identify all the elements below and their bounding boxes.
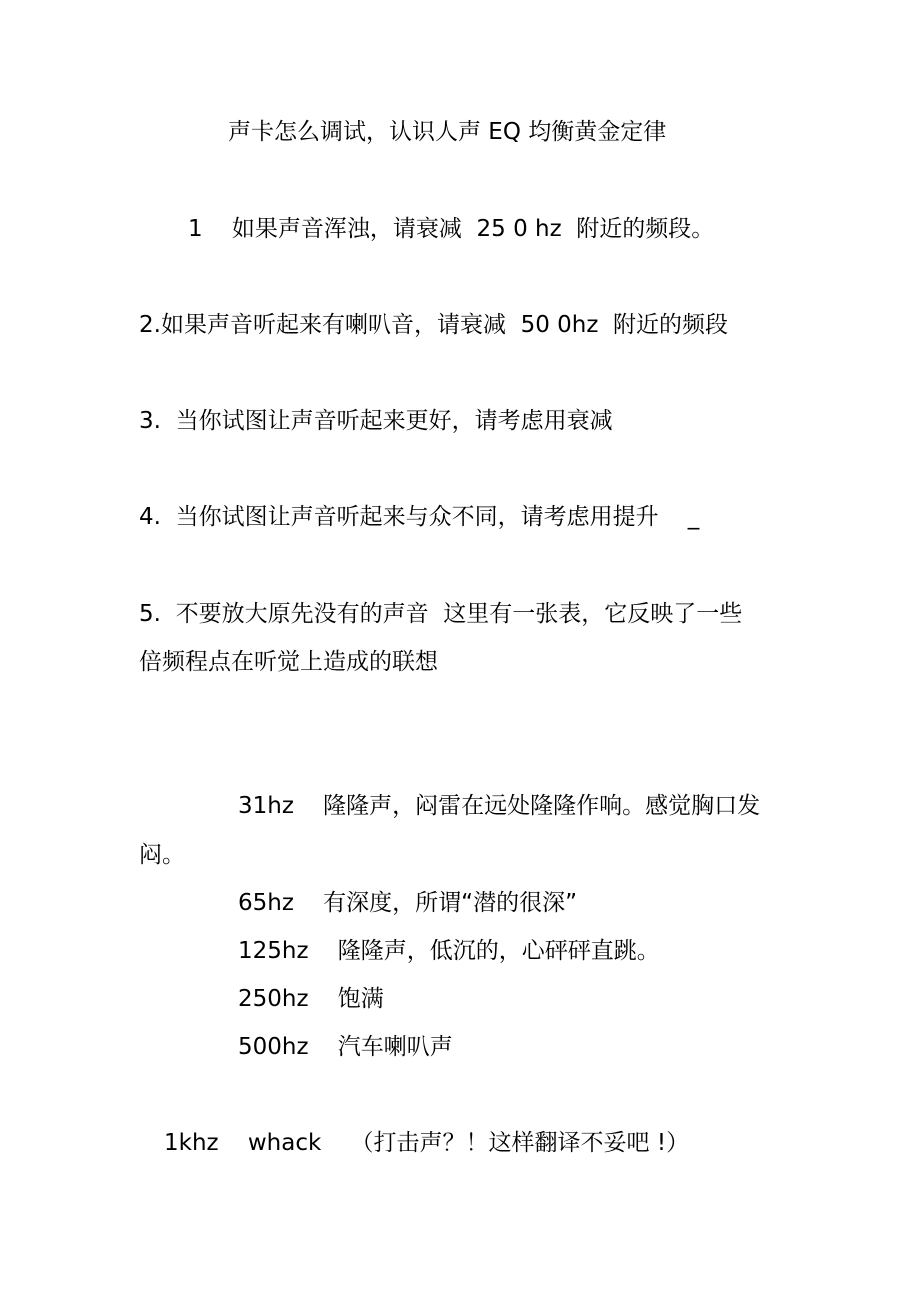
rule-4: 4. 当你试图让声音听起来与众不同，请考虑用提升 _ <box>139 504 700 530</box>
frequency-125hz: 125hz 隆隆声，低沉的，心砰砰直跳。 <box>238 938 660 964</box>
rule-3: 3. 当你试图让声音听起来更好，请考虑用衰减 <box>139 408 613 434</box>
frequency-500hz: 500hz 汽车喇叭声 <box>238 1034 453 1060</box>
rule-5: 5. 不要放大原先没有的声音 这里有一张表，它反映了一些 <box>139 601 743 627</box>
rule-2: 2.如果声音听起来有喇叭音，请衰减 50 0hz 附近的频段 <box>139 312 729 338</box>
frequency-250hz: 250hz 饱满 <box>238 986 384 1012</box>
rule-1: 1 如果声音浑浊，请衰减 25 0 hz 附近的频段。 <box>188 216 715 242</box>
document-title: 声卡怎么调试，认识人声 EQ 均衡黄金定律 <box>228 119 667 145</box>
rule-5-continued: 倍频程点在听觉上造成的联想 <box>139 649 438 675</box>
frequency-31hz: 31hz 隆隆声，闷雷在远处隆隆作响。感觉胸口发 <box>238 793 761 819</box>
frequency-31hz-continued: 闷。 <box>139 842 185 868</box>
frequency-1khz: 1khz whack （打击声？！这样翻译不妥吧 !） <box>164 1130 690 1156</box>
frequency-65hz: 65hz 有深度，所谓“潜的很深” <box>238 890 577 916</box>
